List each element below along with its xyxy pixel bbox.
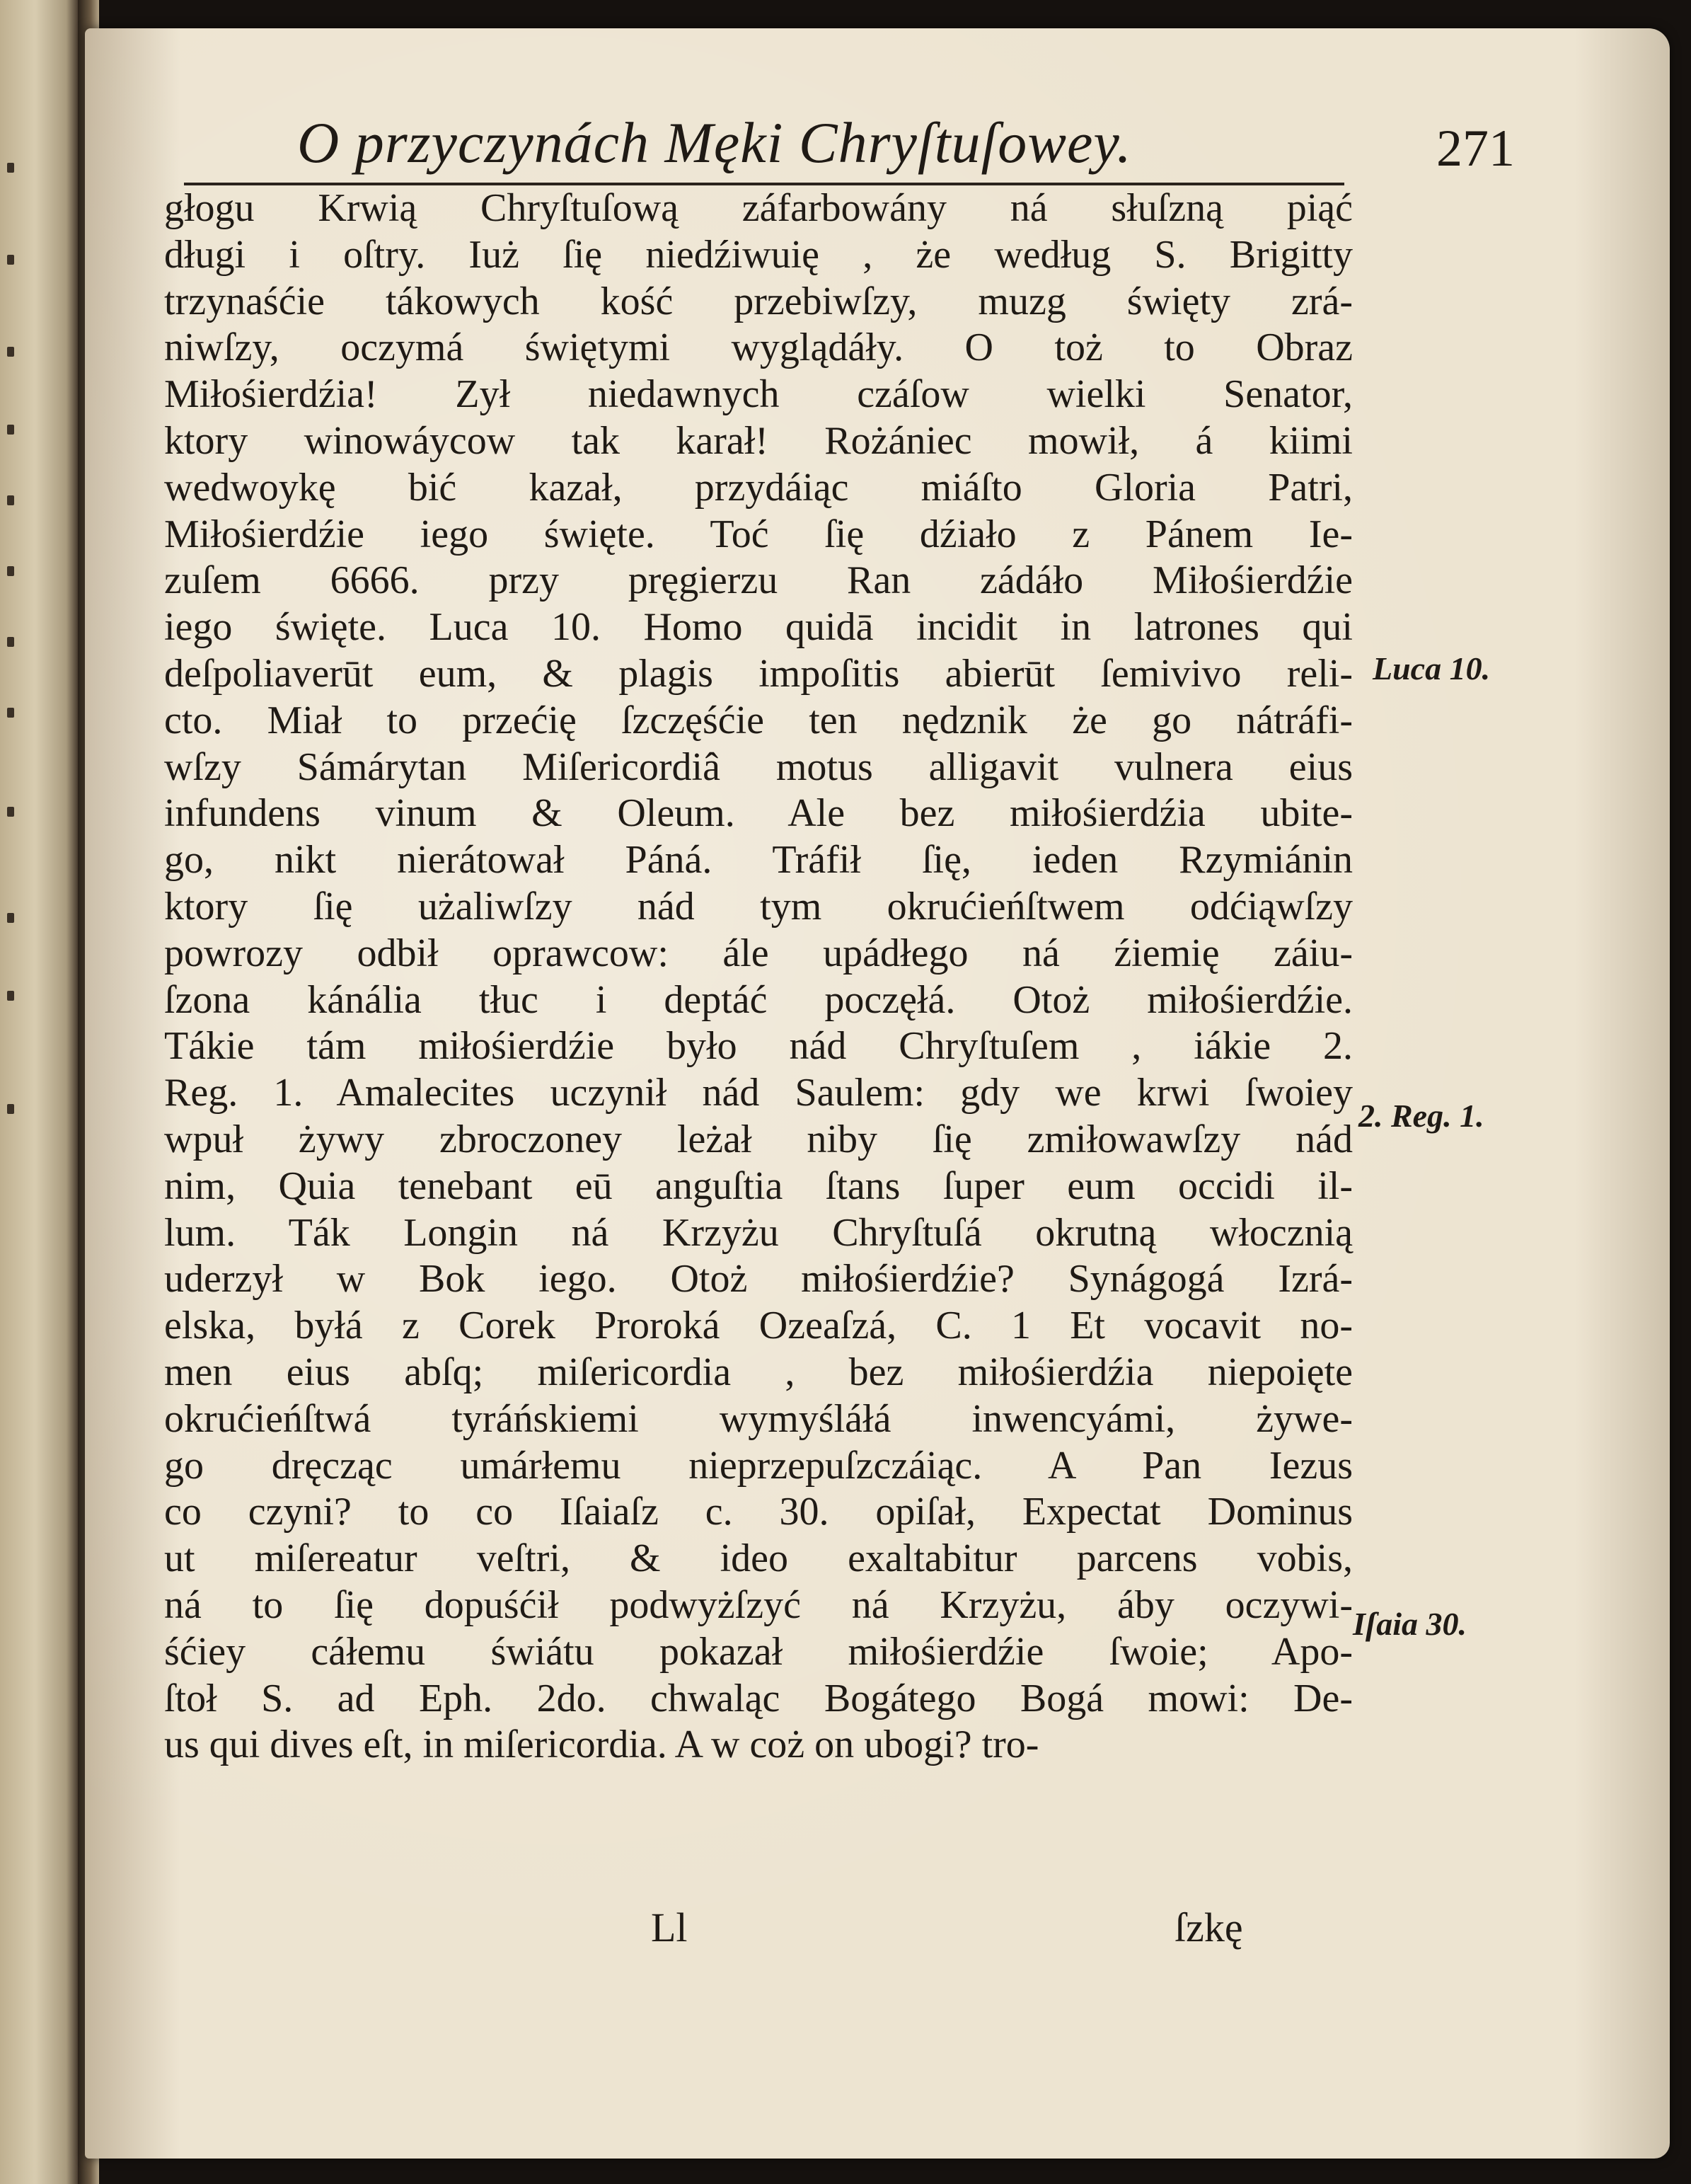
- text-line: powrozy odbił oprawcow: ále upádłego ná źiemię záiu-: [164, 931, 1353, 975]
- margin-note-isaia: Iſaia 30.: [1353, 1606, 1467, 1642]
- catchword: ſzkę: [1175, 1904, 1243, 1950]
- text-line: wſzy Sámárytan Miſericordiâ motus alligavit vulnera eius: [164, 745, 1353, 789]
- text-line: ktory winowáycow tak karał! Rożániec mowił, á kiimi: [164, 418, 1353, 463]
- text-line: niwſzy, oczymá świętymi wyglądáły. O toż to Obraz: [164, 326, 1353, 370]
- text-line: śćiey cáłemu świátu pokazał miłośierdźie ſwoie; Apo-: [164, 1629, 1353, 1674]
- text-line: Miłośierdźia! Zył niedawnych czáſow wielki Senator,: [164, 372, 1353, 417]
- text-line: co czyni? to co Iſaiaſz c. 30. opiſał, Expectat Dominus: [164, 1490, 1353, 1534]
- text-line: nim, Quia tenebant eū anguſtia ſtans ſuper eum occidi il-: [164, 1163, 1353, 1208]
- text-line: men eius abſq; miſericordia , bez miłośierdźia niepoięte: [164, 1350, 1353, 1394]
- body-text: [164, 185, 1353, 1769]
- text-line: infundens vinum & Oleum. Ale bez miłośierdźia ubite-: [164, 791, 1353, 836]
- text-line: ná to ſię dopuśćił podwyżſzyć ná Krzyżu, áby oczywi-: [164, 1582, 1353, 1627]
- text-line: iego święte. Luca 10. Homo quidā incidit in latrones qui: [164, 605, 1353, 650]
- running-header: O przyczynách Męki Chryſtuſowey.: [297, 110, 1132, 175]
- text-line: elska, byłá z Corek Proroká Ozeaſzá, C. 1 Et vocavit no-: [164, 1304, 1353, 1348]
- facing-page-edge: [0, 0, 78, 2184]
- text-line: ktory ſię użaliwſzy nád tym okrućieńſtwem odćiąwſzy: [164, 884, 1353, 929]
- text-line: lum. Ták Longin ná Krzyżu Chryſtuſá okrutną włocznią: [164, 1210, 1353, 1255]
- text-line: długi i oſtry. Iuż ſię niedźiwuię , że według S. Brigitty: [164, 232, 1353, 277]
- text-line: us qui dives eſt, in miſericordia. A w coż on ubogi? tro-: [164, 1723, 1039, 1767]
- text-line: deſpoliaverūt eum, & plagis impoſitis abierūt ſemivivo reli-: [164, 651, 1353, 696]
- text-line: trzynaśćie tákowych kość przebiwſzy, muzg święty zrá-: [164, 279, 1353, 323]
- text-line: wedwoykę bić kazał, przydáiąc miáſto Gloria Patri,: [164, 465, 1353, 510]
- margin-note-luca: Luca 10.: [1373, 650, 1491, 686]
- text-line: Miłośierdźie iego święte. Toć ſię dźiało z Pánem Ie-: [164, 512, 1353, 556]
- text-line: Reg. 1. Amalecites uczynił nád Saulem: gdy we krwi ſwoiey: [164, 1071, 1353, 1115]
- text-line: zuſem 6666. przy pręgierzu Ran zádáło Miłośierdźie: [164, 558, 1353, 603]
- signature-mark: Ll: [651, 1904, 688, 1950]
- text-line: wpuł żywy zbroczoney leżał niby ſię zmiłowawſzy nád: [164, 1117, 1353, 1161]
- text-line: Tákie tám miłośierdźie było nád Chryſtuſem , iákie 2.: [164, 1024, 1353, 1069]
- text-line: głogu Krwią Chryſtuſową záfarbowány ná słuſzną piąć: [164, 186, 1353, 230]
- text-line: ut miſereatur veſtri, & ideo exaltabitur parcens vobis,: [164, 1536, 1353, 1581]
- text-line: ſtoł S. ad Eph. 2do. chwaląc Bogátego Bogá mowi: De-: [164, 1676, 1353, 1720]
- page-number: 271: [1436, 120, 1515, 178]
- margin-note-reg: 2. Reg. 1.: [1358, 1098, 1484, 1134]
- text-line: go, nikt nierátował Páná. Tráfił ſię, ieden Rzymiánin: [164, 838, 1353, 883]
- text-line: uderzył w Bok iego. Otoż miłośierdźie? Synágogá Izrá-: [164, 1257, 1353, 1301]
- text-line: okrućieńſtwá tyráńskiemi wymyśláłá inwencyámi, żywe-: [164, 1396, 1353, 1441]
- text-line: ſzona kánália tłuc i deptáć poczęłá. Otoż miłośierdźie.: [164, 977, 1353, 1022]
- text-line: go dręcząc umárłemu nieprzepuſzczáiąc. A Pan Iezus: [164, 1443, 1353, 1488]
- text-line: cto. Miał to przećię ſzczęśćie ten nędznik że go nátráfi-: [164, 698, 1353, 742]
